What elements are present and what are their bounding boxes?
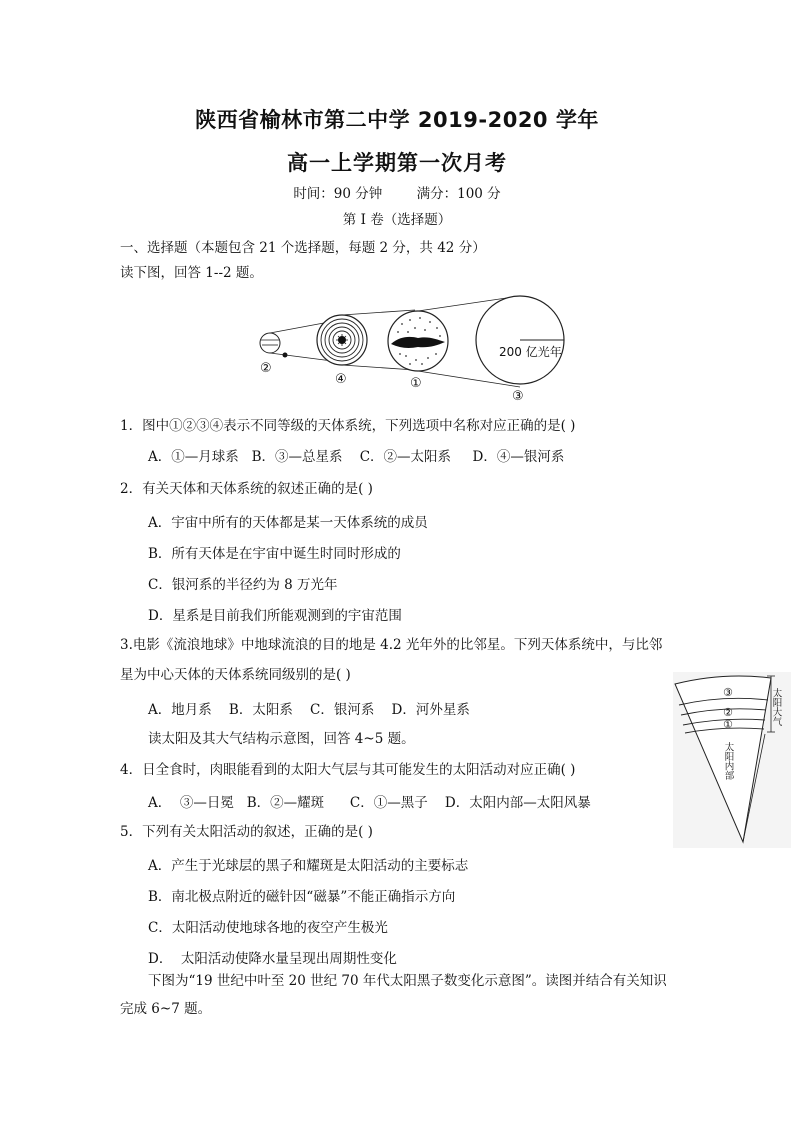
label-circle-3: ③ [512, 389, 524, 404]
question-2-option-b: B．所有天体是在宇宙中诞生时同时形成的 [148, 546, 401, 562]
exam-title-line2: 高一上学期第一次月考 [287, 151, 507, 175]
question-3-stem-line2: 星为中心天体的天体系统同级别的是( ) [120, 667, 351, 683]
question-3-stem-line1: 3.电影《流浪地球》中地球流浪的目的地是 4.2 光年外的比邻星。下列天体系统中，与比邻 [120, 637, 663, 653]
galaxy-icon [388, 311, 448, 371]
question-4-stem: 4．日全食时，肉眼能看到的太阳大气层与其可能发生的太阳活动对应正确( ) [120, 762, 576, 778]
question-5-option-a: A．产生于光球层的黑子和耀斑是太阳活动的主要标志 [148, 858, 469, 874]
question-2-stem: 2．有关天体和天体系统的叙述正确的是( ) [120, 481, 373, 497]
layer-label-1: ① [723, 718, 733, 731]
question-2-option-c: C．银河系的半径约为 8 万光年 [148, 577, 338, 593]
label-circle-2: ② [260, 361, 272, 376]
questions-4-5-prompt: 读太阳及其大气结构示意图，回答 4~5 题。 [148, 731, 415, 747]
scale-label: 200 亿光年 [499, 345, 562, 359]
layer-label-2: ② [723, 706, 733, 719]
universe-icon [476, 296, 564, 384]
question-2-option-a: A．宇宙中所有的天体都是某一天体系统的成员 [148, 515, 428, 531]
solar-system-icon [317, 315, 367, 365]
question-2-option-d: D．星系是目前我们所能观测到的宇宙范围 [148, 608, 402, 624]
question-4-options: A． ③—日冕 B．②—耀斑 C．①—黑子 D．太阳内部—太阳风暴 [148, 795, 591, 811]
question-5-option-b: B．南北极点附近的磁针因“磁暴”不能正确指示方向 [148, 889, 456, 905]
label-circle-4: ④ [335, 372, 347, 387]
questions-6-7-prompt-line2: 完成 6~7 题。 [120, 1001, 212, 1017]
question-5-option-d: D． 太阳活动使降水量呈现出周期性变化 [148, 951, 397, 967]
layer-label-3: ③ [723, 686, 733, 699]
question-1-options: A．①—月球系 B．③—总星系 C．②—太阳系 D．④—银河系 [148, 449, 565, 465]
read-prompt: 读下图，回答 1--2 题。 [120, 265, 263, 281]
exam-info [0, 182, 794, 202]
celestial-systems-figure [250, 292, 580, 404]
part-one-instructions: 一、选择题（本题包含 21 个选择题，每题 2 分，共 42 分） [120, 240, 486, 256]
exam-title-line1: 陕西省榆林市第二中学 2019-2020 学年 [195, 108, 599, 132]
question-1-stem: 1．图中①②③④表示不同等级的天体系统，下列选项中名称对应正确的是( ) [120, 418, 576, 434]
label-solar-interior: 太阳内部 [722, 742, 734, 780]
question-5-stem: 5．下列有关太阳活动的叙述，正确的是( ) [120, 824, 373, 840]
label-circle-1: ① [410, 376, 422, 391]
label-solar-atmosphere: 太阳大气 [770, 688, 782, 726]
exam-info-text: 时间：90 分钟 满分：100 分 [293, 186, 501, 202]
sun-structure-figure [673, 672, 791, 848]
question-5-option-c: C．太阳活动使地球各地的夜空产生极光 [148, 920, 388, 936]
section-heading: 第 I 卷（选择题） [342, 212, 452, 228]
questions-6-7-prompt-line1: 下图为“19 世纪中叶至 20 世纪 70 年代太阳黑子数变化示意图”。读图并结合有关知识 [148, 973, 667, 989]
question-3-options: A．地月系 B．太阳系 C．银河系 D．河外星系 [148, 702, 470, 718]
